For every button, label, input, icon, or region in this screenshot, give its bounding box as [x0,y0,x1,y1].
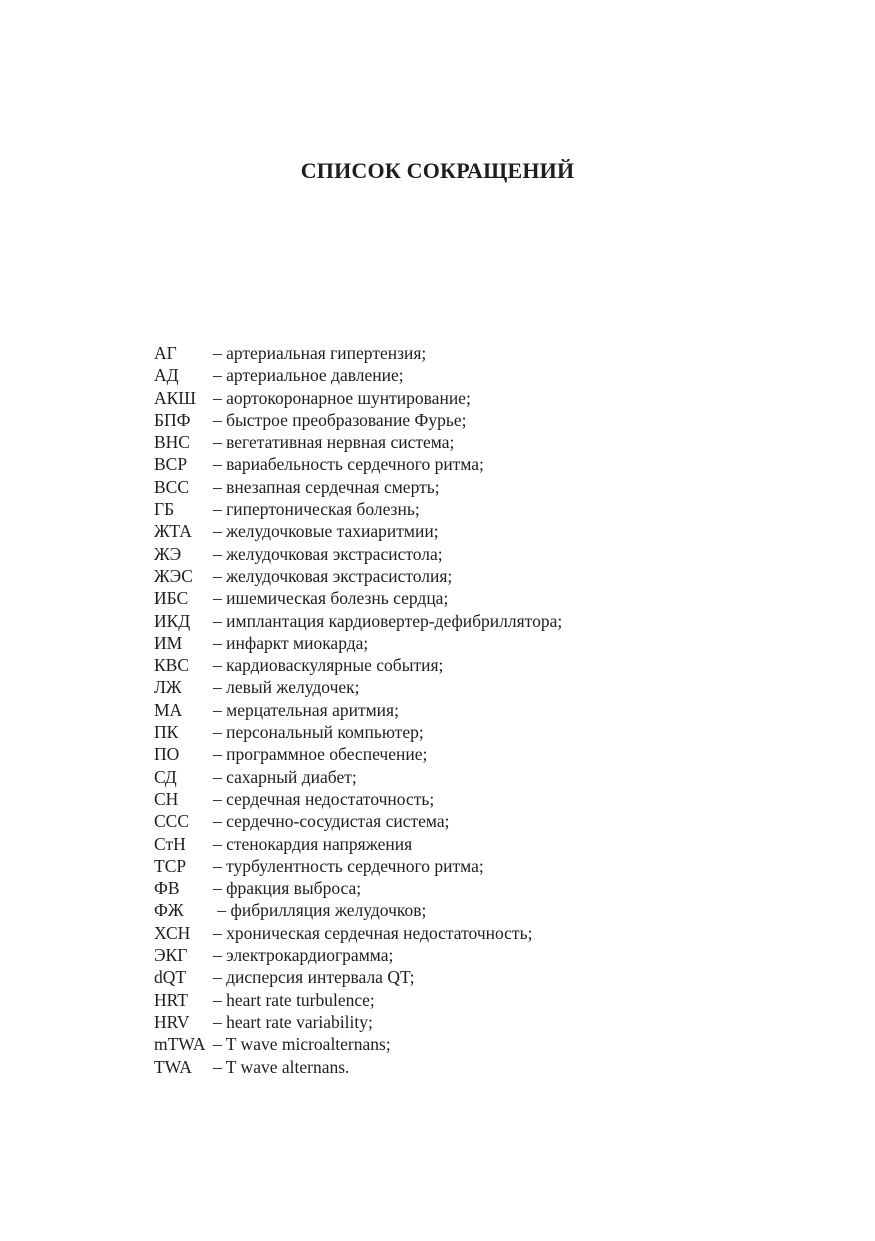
abbreviation-row [154,989,562,1011]
abbreviation-term: АКШ [154,387,196,408]
abbreviation-term: ИБС [154,588,189,609]
abbreviation-term: БПФ [154,409,191,430]
abbreviation-row [154,810,562,832]
abbreviation-row [154,877,562,899]
abbreviation-row [154,565,562,587]
abbreviation-term: ФВ [154,878,180,899]
abbreviation-term: ХСН [154,922,191,943]
abbreviation-term: ССС [154,811,190,832]
abbreviation-term: ПО [154,744,180,765]
abbreviation-row [154,899,562,921]
abbreviation-row [154,543,562,565]
abbreviation-term: МА [154,699,183,720]
abbreviation-row [154,610,562,632]
abbreviation-definition: – хроническая сердечная недостаточность; [213,922,533,943]
abbreviation-row [154,1011,562,1033]
abbreviation-definition: – T wave microalternans; [213,1034,391,1055]
abbreviation-term: СН [154,788,179,809]
abbreviation-row [154,453,562,475]
abbreviation-row [154,1033,562,1055]
abbreviation-definition: – кардиоваскулярные события; [213,655,444,676]
abbreviation-row [154,431,562,453]
abbreviation-definition: – сахарный диабет; [213,766,357,787]
abbreviation-definition: – внезапная сердечная смерть; [213,476,440,497]
abbreviation-list [154,342,562,1078]
abbreviation-term: АГ [154,343,177,363]
abbreviation-definition: – имплантация кардиовертер-дефибриллятора; [213,610,563,631]
abbreviation-term: HRV [154,1011,190,1032]
abbreviation-definition: – инфаркт миокарда; [213,632,369,653]
abbreviation-row [154,1056,562,1078]
abbreviation-row [154,587,562,609]
abbreviation-term: ИКД [154,610,191,631]
abbreviation-row [154,721,562,743]
abbreviation-term: HRT [154,989,188,1010]
abbreviation-row [154,966,562,988]
abbreviation-definition: – сердечная недостаточность; [213,788,435,809]
abbreviation-term: ЛЖ [154,677,182,698]
abbreviation-row [154,342,562,364]
abbreviation-row [154,364,562,386]
abbreviation-row [154,699,562,721]
abbreviation-term: ТСР [154,855,187,876]
abbreviation-definition: – желудочковая экстрасистолия; [213,565,453,586]
abbreviation-row [154,743,562,765]
abbreviation-definition: – стенокардия напряжения [213,833,413,854]
abbreviation-term: ЭКГ [154,945,188,966]
abbreviation-definition: – артериальная гипертензия; [213,343,427,363]
abbreviation-definition: – дисперсия интервала QT; [213,967,415,988]
abbreviation-row [154,766,562,788]
abbreviation-term: ФЖ [154,900,184,921]
abbreviation-definition: – желудочковая экстрасистола; [213,543,443,564]
abbreviation-term: ВНС [154,432,190,453]
abbreviation-row [154,520,562,542]
abbreviation-definition: – heart rate turbulence; [213,989,375,1010]
abbreviation-term: ЖЭ [154,543,182,564]
abbreviation-term: ЖТА [154,521,192,542]
page-title: СПИСОК СОКРАЩЕНИЙ [300,158,575,183]
abbreviation-term: ГБ [154,499,175,520]
abbreviation-definition: – артериальное давление; [213,365,404,386]
abbreviation-row [154,387,562,409]
abbreviation-definition: – вариабельность сердечного ритма; [213,454,484,475]
abbreviation-row [154,944,562,966]
abbreviation-definition: – сердечно-сосудистая система; [213,811,450,832]
abbreviation-term: СтН [154,833,186,854]
abbreviation-term: ЖЭС [154,565,193,586]
abbreviation-definition: – вегетативная нервная система; [213,432,455,453]
abbreviation-term: СД [154,766,177,787]
abbreviation-term: КВС [154,655,190,676]
abbreviation-definition: – аортокоронарное шунтирование; [213,387,471,408]
abbreviation-row [154,833,562,855]
abbreviation-row [154,855,562,877]
abbreviation-definition: – T wave alternans. [213,1056,350,1077]
abbreviation-term: ИМ [154,632,183,653]
abbreviation-row [154,676,562,698]
abbreviation-definition: – программное обеспечение; [213,744,428,765]
abbreviation-definition: – мерцательная аритмия; [213,699,399,720]
abbreviation-row [154,498,562,520]
abbreviation-term: АД [154,365,179,386]
abbreviation-definition: – ишемическая болезнь сердца; [213,588,449,609]
abbreviation-row [154,476,562,498]
abbreviation-definition: – фракция выброса; [213,878,362,899]
abbreviation-row [154,632,562,654]
abbreviation-definition: – левый желудочек; [213,677,360,698]
abbreviation-definition: – желудочковые тахиаритмии; [213,521,439,542]
abbreviation-term: mTWA [154,1034,206,1055]
abbreviation-term: dQT [154,967,187,988]
abbreviation-definition: – heart rate variability; [213,1011,373,1032]
abbreviation-row [154,922,562,944]
abbreviation-definition: – турбулентность сердечного ритма; [213,855,484,876]
abbreviation-definition: – электрокардиограмма; [213,945,394,966]
abbreviation-term: ПК [154,722,179,743]
abbreviation-term: TWA [154,1056,192,1077]
abbreviation-row [154,409,562,431]
abbreviation-term: ВСС [154,476,190,497]
abbreviation-term: ВСР [154,454,188,475]
abbreviation-definition: – фибрилляция желудочков; [213,900,427,921]
abbreviation-definition: – быстрое преобразование Фурье; [213,409,467,430]
abbreviation-row [154,788,562,810]
abbreviation-definition: – гипертоническая болезнь; [213,499,420,520]
abbreviation-row [154,654,562,676]
abbreviation-definition: – персональный компьютер; [213,722,424,743]
